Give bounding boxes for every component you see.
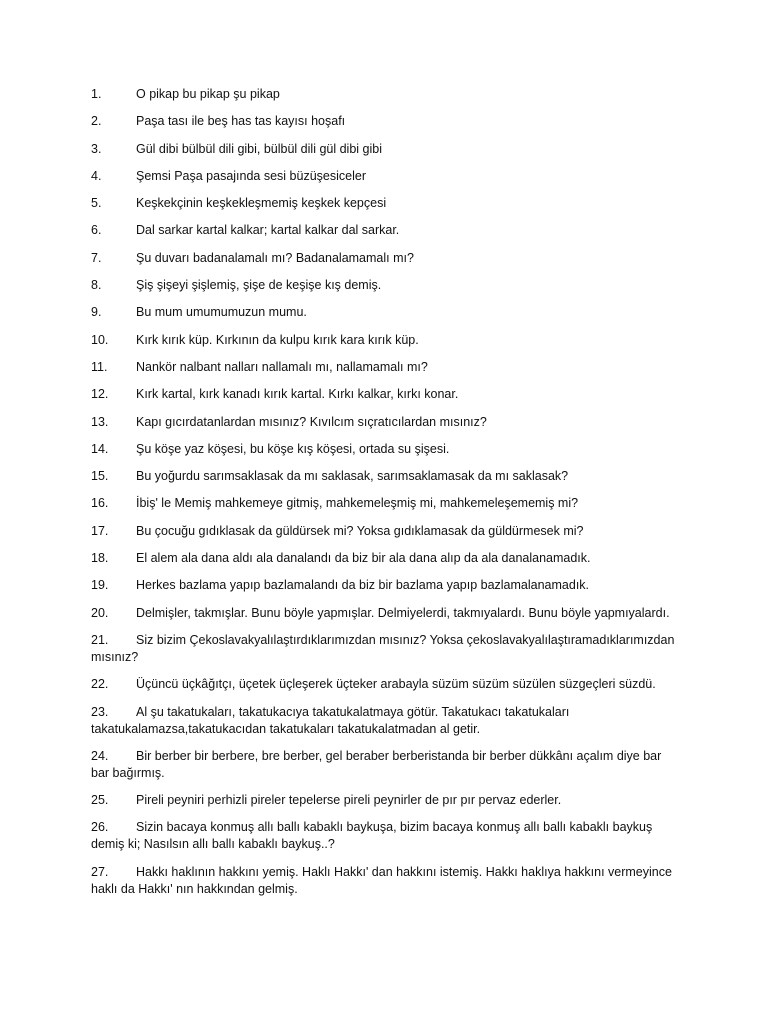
item-number: 12. — [91, 387, 109, 402]
item-number: 1. — [91, 87, 102, 101]
item-number: 23. — [91, 704, 109, 719]
item-text: Kırk kırık küp. Kırkının da kulpu kırık kara kırık küp. — [136, 332, 419, 347]
list-item — [91, 414, 681, 431]
item-text: Şiş şişeyi şişlemiş, şişe de keşişe kış demiş. — [136, 278, 382, 293]
list-item — [91, 304, 681, 321]
item-number: 9. — [91, 305, 102, 320]
item-number: 15. — [91, 469, 109, 484]
list-item — [91, 792, 681, 809]
item-number: 4. — [91, 168, 102, 183]
list-item — [91, 332, 681, 349]
item-number: 18. — [91, 551, 109, 566]
list-item — [91, 386, 681, 403]
list-item — [91, 577, 681, 594]
list-item — [91, 86, 681, 103]
item-text: Paşa tası ile beş has tas kayısı hoşafı — [136, 114, 346, 129]
item-text: Sizin bacaya konmuş allı ballı kabaklı baykuşa, bizim bacaya konmuş allı ballı kabaklı baykuş demiş ki; Nasılsın allı ballı kabaklı baykuş..? — [91, 820, 653, 852]
item-number: 8. — [91, 278, 102, 293]
list-item — [91, 605, 681, 622]
list-item — [91, 523, 681, 540]
item-number: 10. — [91, 332, 109, 347]
list-item — [91, 168, 681, 185]
list-item — [91, 864, 681, 898]
list-item — [91, 748, 681, 782]
item-number: 17. — [91, 523, 109, 538]
list-item — [91, 250, 681, 267]
list-item — [91, 495, 681, 512]
item-text: Şemsi Paşa pasajında sesi büzüşesiceler — [136, 168, 366, 183]
list-item — [91, 222, 681, 239]
list-item — [91, 195, 681, 212]
item-number: 7. — [91, 250, 102, 265]
item-number: 26. — [91, 820, 109, 835]
item-text: Gül dibi bülbül dili gibi, bülbül dili gül dibi gibi — [136, 141, 382, 156]
item-text: Bu yoğurdu sarımsaklasak da mı saklasak, sarımsaklamasak da mı saklasak? — [136, 469, 569, 484]
item-number: 24. — [91, 748, 109, 763]
item-text: Delmişler, takmışlar. Bunu böyle yapmışlar. Delmiyelerdi, takmıyalardı. Bunu böyle yapmıyalardı. — [136, 605, 670, 620]
list-item — [91, 468, 681, 485]
item-number: 19. — [91, 578, 109, 593]
item-text: Siz bizim Çekoslavakyalılaştırdıklarımızdan mısınız? Yoksa çekoslavakyalılaştıramadıklarımızdan mısınız? — [91, 632, 675, 664]
item-number: 16. — [91, 496, 109, 511]
item-number: 21. — [91, 632, 109, 647]
item-text: Keşkekçinin keşkekleşmemiş keşkek kepçesi — [136, 196, 387, 211]
item-number: 13. — [91, 414, 109, 429]
item-text: Bu mum umumumuzun mumu. — [136, 305, 307, 320]
item-number: 6. — [91, 223, 102, 238]
item-text: Kırk kartal, kırk kanadı kırık kartal. Kırkı kalkar, kırkı konar. — [136, 387, 459, 402]
list-item — [91, 632, 681, 666]
item-text: İbiş' le Memiş mahkemeye gitmiş, mahkemeleşmiş mi, mahkemeleşememiş mi? — [136, 496, 579, 511]
item-text: Pireli peyniri perhizli pireler tepelerse pireli peynirler de pır pır pervaz ederler. — [136, 793, 562, 808]
item-text: Bir berber bir berbere, bre berber, gel beraber berberistanda bir berber dükkânı açalım diye bar bar bağırmış. — [91, 748, 662, 780]
item-number: 25. — [91, 793, 109, 808]
list-item — [91, 550, 681, 567]
list-item — [91, 676, 681, 693]
list-item — [91, 113, 681, 130]
item-text: O pikap bu pikap şu pikap — [136, 87, 280, 101]
item-text: Herkes bazlama yapıp bazlamalandı da biz bir bazlama yapıp bazlamalanamadık. — [136, 578, 590, 593]
list-item — [91, 441, 681, 458]
list-item — [91, 704, 681, 738]
item-text: Al şu takatukaları, takatukacıya takatukalatmaya götür. Takatukacı takatukaları takatukalamazsa,takatukacıdan takatukaları takatukalatmadan al getir. — [91, 704, 570, 736]
list-item — [91, 277, 681, 294]
list-item — [91, 141, 681, 158]
item-text: Şu köşe yaz köşesi, bu köşe kış köşesi, ortada su şişesi. — [136, 441, 450, 456]
item-number: 22. — [91, 677, 109, 692]
item-number: 14. — [91, 441, 109, 456]
tongue-twister-list — [91, 86, 681, 908]
item-text: Şu duvarı badanalamalı mı? Badanalamamalı mı? — [136, 250, 414, 265]
list-item — [91, 819, 681, 853]
item-number: 3. — [91, 141, 102, 156]
item-text: Bu çocuğu gıdıklasak da güldürsek mi? Yoksa gıdıklamasak da güldürmesek mi? — [136, 523, 584, 538]
item-text: Nankör nalbant nalları nallamalı mı, nallamamalı mı? — [136, 359, 428, 374]
item-number: 27. — [91, 864, 109, 879]
item-number: 11. — [91, 359, 108, 374]
item-text: Dal sarkar kartal kalkar; kartal kalkar dal sarkar. — [136, 223, 400, 238]
list-item — [91, 359, 681, 376]
item-number: 5. — [91, 196, 102, 211]
item-text: Hakkı haklının hakkını yemiş. Haklı Hakkı' dan hakkını istemiş. Hakkı haklıya hakkını vermeyince haklı da Hakkı' nın hakkından gelmiş. — [91, 864, 672, 896]
item-text: El alem ala dana aldı ala danalandı da biz bir ala dana alıp da ala danalanamadık. — [136, 551, 591, 566]
item-number: 2. — [91, 114, 102, 129]
item-number: 20. — [91, 605, 109, 620]
item-text: Kapı gıcırdatanlardan mısınız? Kıvılcım sıçratıcılardan mısınız? — [136, 414, 487, 429]
item-text: Üçüncü üçkâğıtçı, üçetek üçleşerek üçteker arabayla süzüm süzüm süzülen süzgeçleri süzdü. — [136, 677, 656, 692]
